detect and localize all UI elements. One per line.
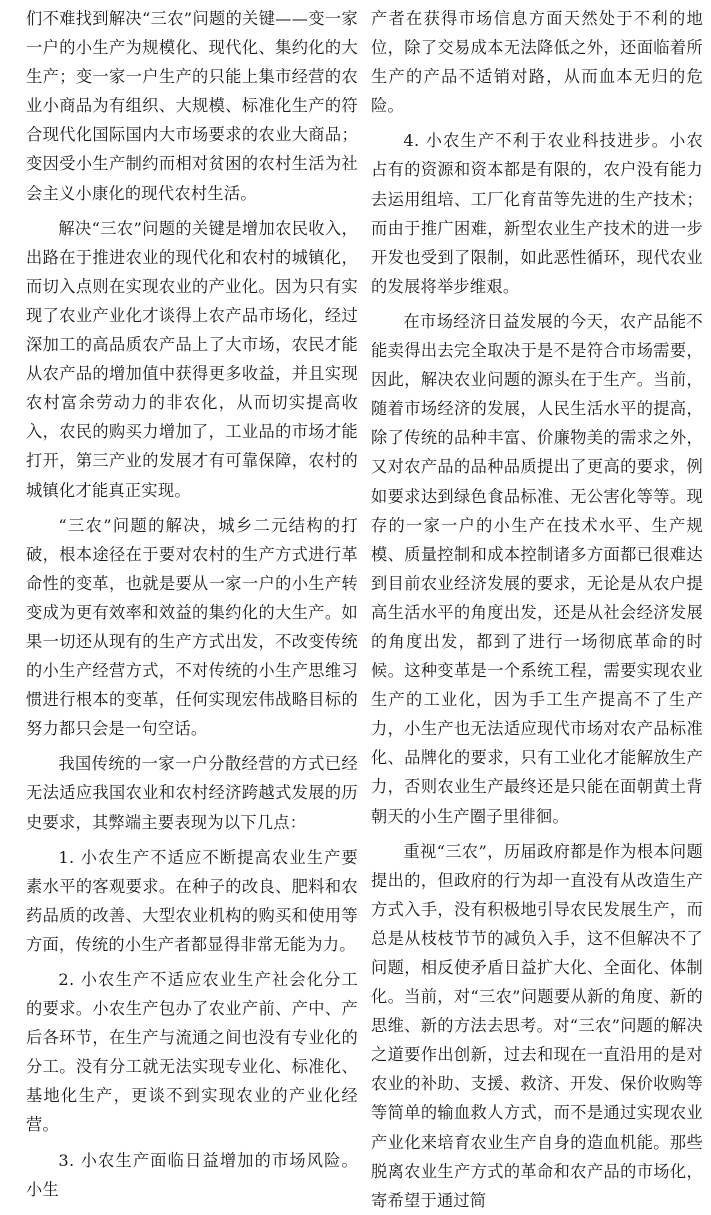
left-column	[26, 4, 358, 1204]
paragraph: 产者在获得市场信息方面天然处于不利的地位，除了交易成本无法降低之外，还面临着所生产的产品不适销对路，从而血本无归的危险。	[371, 9, 703, 116]
paragraph: 在市场经济日益发展的今天，农产品能不能卖得出去完全取决于是不是符合市场需要，因此，解决农业问题的源头在于生产。当前，随着市场经济的发展，人民生活水平的提高，除了传统的品种丰富、价廉物美的需求之外，又对农产品的品种品质提出了更高的要求，例如要求达到绿色食品标准、无公害化等等。现存的一家一户的小生产在技术水平、生产规模、质量控制和成本控制诸多方面都已很难达到目前农业经济发展的要求，无论是从农户提高生活水平的角度出发，还是从社会经济发展的角度出发，都到了进行一场彻底革命的时候。这种变革是一个系统工程，需要实现农业生产的工业化，因为手工生产提高不了生产力，小生产也无法适应现代市场对农产品标准化、品牌化的要求，只有工业化才能解放生产力，否则农业生产最终还是只能在面朝黄土背朝天的小生产圈子里徘徊。	[371, 311, 703, 826]
paragraph: “三农”问题的解决，城乡二元结构的打破，根本途径在于要对农村的生产方式进行革命性的变革，也就是要从一家一户的小生产转变成为更有效率和效益的集约化的大生产。如果一切还从现有的生产方式出发，不改变传统的小生产经营方式，不对传统的小生产思维习惯进行根本的变革，任何实现宏伟战略目标的努力都只会是一句空话。	[26, 515, 358, 739]
paragraph: 我国传统的一家一户分散经营的方式已经无法适应我国农业和农村经济跨越式发展的历史要求，其弊端主要表现为以下几点：	[26, 754, 358, 832]
paragraph: 重视“三农”，历届政府都是作为根本问题提出的，但政府的行为却一直没有从改造生产方式入手，没有积极地引导农民发展生产，而总是从枝枝节节的减负入手，这不但解决不了问题，相反使矛盾日益扩大化、全面化、体制化。当前，对“三农”问题要从新的角度、新的思维、新的方法去思考。对“三农”问题的解决之道要作出创新，过去和现在一直沿用的是对农业的补助、支援、救济、开发、保价收购等等简单的输血救人方式，而不是通过实现农业产业化来培育农业生产自身的造血机能。那些脱离农业生产方式的革命和农产品的市场化，寄希望于通过简	[371, 841, 703, 1210]
paragraph: 们不难找到解决“三农”问题的关键——变一家一户的小生产为规模化、现代化、集约化的大生产；变一家一户生产的只能上集市经营的农业小商品为有组织、大规模、标准化生产的符合现代化国际国内大市场要求的农业大商品；变因受小生产制约而相对贫困的农村生活为社会主义小康化的现代农村生活。	[26, 9, 358, 203]
list-item: 4. 小农生产不利于农业科技进步。小农占有的资源和资本都是有限的，农户没有能力去运用组培、工厂化育苗等先进的生产技术；而由于推广困难，新型农业生产技术的进一步开发也受到了限制，如此恶性循环，现代农业的发展将举步维艰。	[371, 131, 703, 296]
list-item: 2. 小农生产不适应农业生产社会化分工的要求。小农生产包办了农业产前、产中、产后各环节，在生产与流通之间也没有专业化的分工。没有分工就无法实现专业化、标准化、基地化生产，更谈不到实现农业的产业化经营。	[26, 970, 358, 1135]
list-item: 1. 小农生产不适应不断提高农业生产要素水平的客观要求。在种子的改良、肥料和农药品质的改善、大型农业机构的购买和使用等方面，传统的小生产者都显得非常无能为力。	[26, 847, 358, 954]
list-item: 3. 小农生产面临日益增加的市场风险。小生	[26, 1150, 358, 1199]
right-column	[371, 4, 703, 1215]
paragraph: 解决“三农”问题的关键是增加农民收入，出路在于推进农业的现代化和农村的城镇化，而切入点则在实现农业的产业化。因为只有实现了农业产业化才谈得上农产品市场化，经过深加工的高品质农产品上了大市场，农民才能从农产品的增加值中获得更多收益，并且实现农村富余劳动力的非农化，从而切实提高收入，农民的购买力增加了，工业品的市场才能打开，第三产业的发展才有可靠保障，农村的城镇化才能真正实现。	[26, 218, 358, 500]
